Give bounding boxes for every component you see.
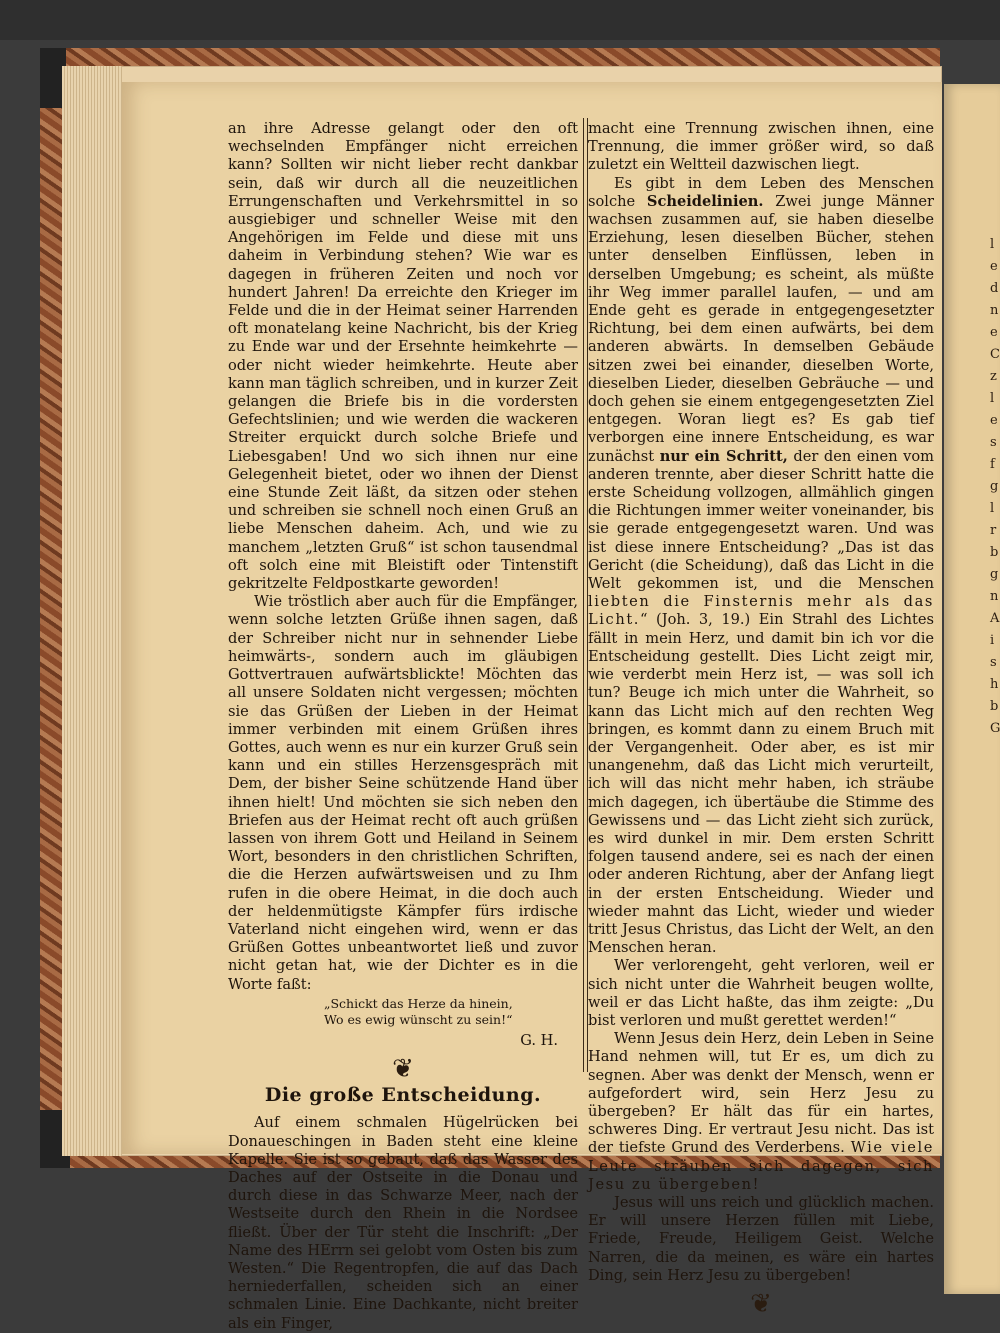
- fragment-letter: f: [990, 457, 995, 472]
- body-paragraph: [588, 175, 934, 958]
- text-run: “ (Joh. 3, 19.) Ein Strahl des Lichtes fällt in mein Herz, und damit bin ich vor die Entscheidung gestellt. Dies Licht zeigt mir, wie verderbt mein Herz ist, — was soll ich tun? Beuge ich mich unter die Wahrheit, so kann das Licht mich auf den rechten Weg bringen, es kommt dann zu einem Bruch mit der Vergangenheit. Oder aber, es ist mir unangenehm, daß das Licht mich verurteilt, ich will das nicht mehr haben, ich sträube mich dagegen, ich übertäube die Stimme des Gewissens und — das Licht zieht sich zurück, es wird dunkel in mir. Dem ersten Schritt folgen tausend andere, sei es nach der einen oder anderen Richtung, aber der Anfang liegt in der ersten Entscheidung. Wieder und wieder mahnt das Licht, wieder und wieder tritt Jesus Christus, das Licht der Welt, an den Menschen heran.: [588, 611, 934, 957]
- fragment-letter: b: [990, 545, 999, 560]
- emphasis-text: nur ein Schritt,: [659, 447, 788, 465]
- spaced-emphasis: liebten die Finsternis mehr als das Licht.: [588, 593, 934, 629]
- backdrop: [0, 0, 1000, 40]
- body-paragraph: macht eine Trennung zwischen ihnen, eine Trennung, die immer größer wird, so daß zuletzt ein Weltteil dazwischen liegt.: [588, 120, 934, 174]
- fragment-letter: n: [990, 303, 999, 318]
- fragment-letter: b: [990, 699, 999, 714]
- fragment-letter: C: [990, 347, 1000, 362]
- fragment-letter: r: [990, 523, 997, 538]
- fragment-letter: l: [990, 501, 995, 516]
- ornament-icon: ❦: [392, 1053, 414, 1084]
- fragment-letter: s: [990, 655, 997, 670]
- fragment-letter: s: [990, 435, 997, 450]
- fragment-letter: z: [990, 369, 997, 384]
- fragment-letter: e: [990, 413, 998, 428]
- left-column: [228, 120, 578, 1333]
- body-paragraph: an ihre Adresse gelangt oder den oft wechselnden Empfänger nicht erreichen kann? Sollten wir nicht lieber recht dankbar sein, daß wir durch all die neuzeitlichen Errungenschaften und Verkehrsmittel in so ausgiebiger und schneller Weise mit den Angehörigen im Felde und diese mit uns daheim in Verbindung stehen? Wie war es dagegen in früheren Zeiten und noch vor hundert Jahren! Da erreichte den Krieger im Felde und die in der Heimat seiner Harrenden oft monatelang keine Nachricht, bis der Krieg zu Ende war und der Ersehnte heimkehrte — oder nicht wieder heimkehrte. Heute aber kann man täglich schreiben, und in kurzer Zeit gelangen die Briefe bis in die vordersten Gefechtslinien; und wie werden die wackeren Streiter erquickt durch solche Briefe und Liebesgaben! Und wo sich ihnen nur eine Gelegenheit bietet, oder wo ihnen der Dienst eine Stunde Zeit läßt, da sitzen oder stehen und schreiben sie schnell noch einen Gruß an liebe Menschen daheim. Ach, und wie zu manchem „letzten Gruß“ ist schon tausendmal oft solch eine mit Bleistift oder Tintenstift gekritzelte Feldpostkarte geworden!: [228, 120, 578, 593]
- right-column: [588, 120, 934, 1321]
- fragment-letter: e: [990, 259, 998, 274]
- author-signature: G. H.: [520, 1031, 558, 1049]
- fragment-letter: G: [990, 721, 1000, 736]
- text-run: Wenn Jesus dein Herz, dein Leben in Seine Hand nehmen will, tut Er es, um dich zu segnen. Aber was denkt der Mensch, wenn er aufgefordert wird, sein Herz Jesu zu übergeben? Er hält das für ein hartes, schweres Ding. Er vertraut Jesu nicht. Das ist der tiefste Grund des Verderbens.: [588, 1030, 934, 1157]
- ornament-icon: ❦: [750, 1289, 772, 1319]
- fragment-letter: g: [990, 567, 999, 582]
- fragment-letter: l: [990, 391, 995, 406]
- fragment-letter: n: [990, 589, 999, 604]
- body-paragraph: Wer verlorengeht, geht verloren, weil er sich nicht unter die Wahrheit beugen wollte, weil er das Licht haßte, das ihm zeigte: „Du bist verloren und mußt gerettet werden!“: [588, 957, 934, 1029]
- fragment-letter: g: [990, 479, 999, 494]
- article-title: Die große Entscheidung.: [264, 1084, 542, 1107]
- spaced-emphasis: Wie viele Leute sträuben sich dagegen, sich Jesu zu übergeben!: [588, 1139, 934, 1193]
- fragment-letter: A: [990, 611, 1000, 626]
- text-run: der den einen vom anderen trennte, aber dieser Schritt hatte die erste Scheidung vollzogen, allmählich gingen die Richtungen immer weiter voneinander, bis sie gerade entgegengesetzt waren. Und was ist diese innere Entscheidung? „Das ist das Gericht (die Scheidung), daß das Licht in die Welt gekommen ist, und die Menschen: [588, 447, 935, 593]
- body-paragraph: Wie tröstlich aber auch für die Empfänger, wenn solche letzten Grüße ihnen sagen, daß der Schreiber nicht nur in sehnender Liebe heimwärts-, sondern auch im gläubigen Gottvertrauen aufwärtsblickte! Möchten das all unsere Soldaten nicht vergessen; möchten sie das Grüßen der Lieben in der Heimat immer verbinden mit einem Grüßen ihres Gottes, auch wenn es nur ein kurzer Gruß sein kann und ein stilles Herzensgespräch mit Dem, der bisher Seine schützende Hand über ihnen hielt! Und möchten sie sich neben den Briefen aus der Heimat recht oft auch grüßen lassen von ihrem Gott und Heiland in Seinem Wort, besonders in den christlichen Schriften, die die Herzen aufwärtsweisen und zu Ihm rufen in die obere Heimat, in die doch auch der heldenmütigste Kämpfer fürs irdische Vaterland nicht eingehen wird, wenn er das Grüßen Gottes unbeantwortet ließ und zuvor nicht getan hat, wie der Dichter es in die Worte faßt:: [228, 593, 578, 993]
- poem-quote: [324, 996, 578, 1028]
- emphasis-text: Scheidelinien.: [646, 192, 764, 210]
- poem-line: Wo es ewig wünscht zu sein!“: [324, 1011, 513, 1027]
- body-paragraph: [588, 1030, 934, 1194]
- fragment-letter: e: [990, 325, 998, 340]
- facing-page-fragment: [944, 84, 1000, 1294]
- text-run: Zwei junge Männer wachsen zusammen auf, sie haben dieselbe Erziehung, lesen dieselben Bücher, stehen unter denselben Einflüssen, leben in derselben Umgebung; es scheint, als müßte ihr Weg immer parallel laufen, — und am Ende geht es gerade in entgegengesetzter Richtung, bei dem einen aufwärts, bei dem anderen abwärts. In demselben Gebäude sitzen zwei bei einander, dieselben Worte, dieselben Lieder, dieselben Gebräuche — und doch gehen sie einem entgegengesetzten Ziel entgegen. Woran liegt es? Es gab tief verborgen eine innere Entscheidung, es war zunächst: [588, 192, 935, 465]
- fragment-letter: h: [990, 677, 999, 692]
- body-paragraph: Jesus will uns reich und glücklich machen. Er will unsere Herzen füllen mit Liebe, Friede, Freude, Heiligem Geist. Welche Narren, die da meinen, es wäre ein hartes Ding, sein Herz Jesu zu übergeben!: [588, 1193, 934, 1284]
- fragment-letter: i: [990, 633, 995, 648]
- text-run: Es gibt in dem Leben des Menschen solche: [588, 174, 934, 210]
- poem-line: „Schickt das Herze da hinein,: [324, 995, 513, 1011]
- fragment-letter: l: [990, 237, 995, 252]
- fragment-letter: d: [990, 281, 999, 296]
- body-paragraph: Auf einem schmalen Hügelrücken bei Donaueschingen in Baden steht eine kleine Kapelle. Sie ist so gebaut, daß das Wasser des Daches auf der Ostseite in die Donau und durch diese in das Schwarze Meer, nach der Westseite durch den Rhein in die Nordsee fließt. Über der Tür steht die Inschrift: „Der Name des HErrn sei gelobt vom Osten bis zum Westen.“ Die Regentropfen, die auf das Dach herniederfallen, scheiden sich an einer schmalen Linie. Eine Dachkante, nicht breiter als ein Finger,: [228, 1114, 578, 1332]
